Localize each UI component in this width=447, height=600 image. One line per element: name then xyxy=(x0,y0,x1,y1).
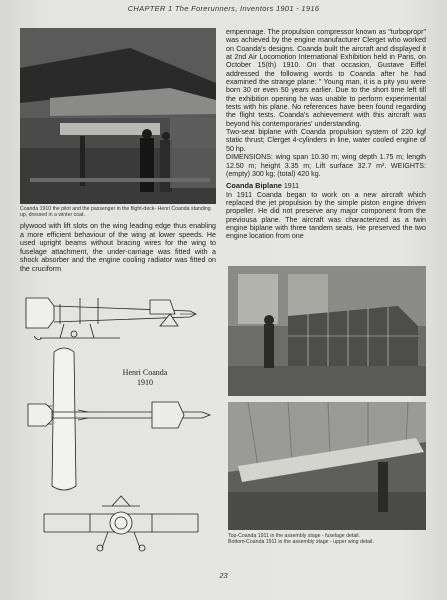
photo-coanda-1911-fuselage xyxy=(228,266,426,396)
caption-bottom-photo: Bottom-Coanda 1911 in the assembly stage - upper wing detail. xyxy=(228,539,374,545)
hangar-photo-image xyxy=(20,28,216,204)
section-title: Coanda Biplane xyxy=(226,181,282,191)
left-paragraph: plywood with lift slots on the wing leading edge thus enabling a more efficient behaviour of the wing at lower speeds. He used upright beams without bracing wires for the wing to fuselage attachment, the under-carriage was fitted with a shock absorber and the engine cooling radiator was fitted on the cruciform xyxy=(20,222,216,273)
photos-right-caption xyxy=(228,533,426,545)
side-view-drawing xyxy=(26,298,196,340)
front-view-drawing xyxy=(44,496,198,551)
right-column-text xyxy=(226,28,426,241)
photo-caption-1910: Coanda 1910 the pilot and the passenger in the flight-deck- Henri Coanda standing up, dressed in a winter coat. xyxy=(20,206,211,218)
photo-coanda-1910-hangar xyxy=(20,28,216,204)
right-paragraph-2: Two-seat biplane with Coanda propulsion system of 220 kgf static thrust; Clerget 4-cylinders in line, water cooled engine of 50 hp. xyxy=(226,128,426,153)
page-number: 23 xyxy=(219,571,228,580)
drawing-label-name: Henri Coanda xyxy=(122,368,168,377)
photo-coanda-1911-upper-wing xyxy=(228,402,426,530)
drawing-label xyxy=(110,368,180,388)
right-paragraph-1: empennage. The propulsion compressor known as "turbopropr" was achieved by the engine manufacturer Clerget who worked on Coanda's designs. Coanda built the aircraft and displayed it at 2nd Air Locomotion International Exhibition held in Paris, on October 15(th) 1910. On that occasion, Gustave Eiffel addressed the following words to Coanda after he had examined the strange plane: " Young man, it is a pity you were born 30 or even 50 years earlier. Due to the short time left till the exhibition opening he was unable to perform experimental tests with his plane. No references have been found regarding the flight tests. Coanda's achievement with this aircraft was beyond his contemporaries' understanding. xyxy=(226,28,426,128)
drawing-label-year: 1910 xyxy=(137,378,153,387)
right-paragraph-3: DIMENSIONS: wing span 10.30 m; wing depth 1.75 m; length 12.50 m; height 3.35 m; Lift surface 32.7 m². WEIGHTS: (empty) 300 kg; (total) 420 kg. xyxy=(226,153,426,178)
section-year: 1911 xyxy=(283,182,300,191)
section-heading xyxy=(226,182,426,190)
upper-wing-photo-image xyxy=(228,402,426,530)
fuselage-photo-image xyxy=(228,266,426,396)
three-view-drawing xyxy=(20,292,220,554)
running-header: CHAPTER 1 The Forerunners, Inventors 1901 - 1916 xyxy=(127,4,320,13)
caption-top-photo: Top-Coanda 1911 in the assembly stage - fuselage detail. xyxy=(228,533,360,539)
right-paragraph-4: In 1911 Coanda began to work on a new aircraft which replaced the jet propulsion by the simple piston engine driven propeller. He did not preserve any major component from the previousa plane. The aircraft was characterized as a twin engine biplane with three tandem seats. He preserved the two engine location from one xyxy=(226,190,426,241)
left-column-text xyxy=(20,222,216,274)
